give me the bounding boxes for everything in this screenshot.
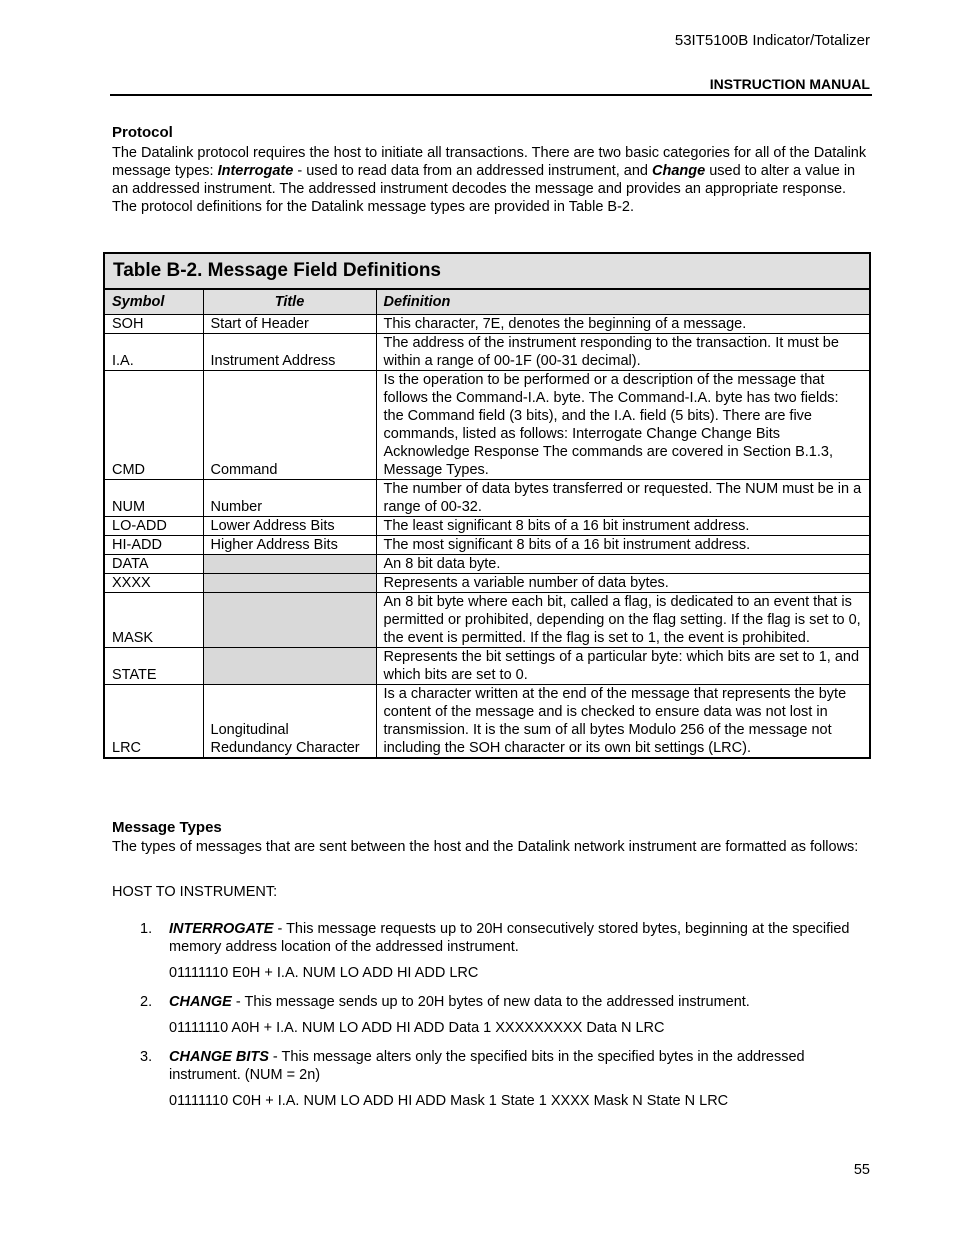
protocol-paragraph xyxy=(112,144,872,216)
symbol-cell: I.A. xyxy=(104,334,203,371)
table-row xyxy=(104,574,870,593)
list-item-change xyxy=(140,993,870,1011)
list-text: - This message requests up to 20H consecutively stored bytes, beginning at the specified memory address location of the addressed instrument. xyxy=(169,921,850,955)
table-row xyxy=(104,315,870,334)
document-title: 53IT5100B Indicator/Totalizer xyxy=(674,32,870,49)
protocol-text-2: - used to read data from an addressed instrument, and xyxy=(293,163,653,179)
change-bits-format: 01111110 C0H + I.A. NUM LO ADD HI ADD Mask 1 State 1 XXXX Mask N State N LRC xyxy=(169,1093,729,1109)
title-cell: Number xyxy=(203,480,376,517)
definition-cell: The number of data bytes transferred or requested. The NUM must be in a range of 00-32. xyxy=(376,480,870,517)
symbol-cell: LRC xyxy=(104,685,203,759)
symbol-cell: CMD xyxy=(104,371,203,480)
list-item-change-bits xyxy=(140,1048,870,1084)
title-cell: Longitudinal Redundancy Character xyxy=(203,685,376,759)
symbol-cell: MASK xyxy=(104,593,203,648)
list-number: 3. xyxy=(140,1049,153,1065)
page-number: 55 xyxy=(853,1162,870,1178)
list-text: - This message sends up to 20H bytes of new data to the addressed instrument. xyxy=(231,994,750,1010)
table-row xyxy=(104,334,870,371)
title-cell: Command xyxy=(203,371,376,480)
title-cell xyxy=(203,648,376,685)
column-header-symbol: Symbol xyxy=(104,289,203,315)
change-format: 01111110 A0H + I.A. NUM LO ADD HI ADD Data 1 XXXXXXXXX Data N LRC xyxy=(169,1020,665,1036)
symbol-cell: DATA xyxy=(104,555,203,574)
protocol-heading: Protocol xyxy=(112,124,173,141)
symbol-cell: HI-ADD xyxy=(104,536,203,555)
interrogate-format: 01111110 E0H + I.A. NUM LO ADD HI ADD LRC xyxy=(169,965,479,981)
title-cell: Instrument Address xyxy=(203,334,376,371)
table-row xyxy=(104,555,870,574)
definition-cell: The least significant 8 bits of a 16 bit instrument address. xyxy=(376,517,870,536)
table-row xyxy=(104,517,870,536)
column-header-title: Title xyxy=(203,289,376,315)
symbol-cell: SOH xyxy=(104,315,203,334)
definition-cell: Is the operation to be performed or a description of the message that follows the Command-I.A. byte. The Command-I.A. byte has two fields: the Command field (3 bits), and the I.A. field (5 bits). There are five commands, listed as follows: Interrogate Change Change Bits Acknowledge Response The commands are covered in Section B.1.3, Message Types. xyxy=(376,371,870,480)
protocol-text-3: used to alter a value in an addressed instrument. The addressed instrument decodes the message and provides an appropriate response. The protocol definitions for the Datalink message types are provided in Table B-2. xyxy=(112,163,856,215)
table-row xyxy=(104,648,870,685)
list-text: - This message alters only the specified bits in the specified bytes in the addressed instrument. (NUM = 2n) xyxy=(169,1049,805,1083)
host-to-instrument-label: HOST TO INSTRUMENT: xyxy=(112,884,278,900)
list-number: 1. xyxy=(140,921,153,937)
list-number: 2. xyxy=(140,994,153,1010)
symbol-cell: NUM xyxy=(104,480,203,517)
title-cell xyxy=(203,593,376,648)
header-divider xyxy=(110,94,872,96)
definition-cell: Represents a variable number of data bytes. xyxy=(376,574,870,593)
title-cell: Higher Address Bits xyxy=(203,536,376,555)
title-cell xyxy=(203,574,376,593)
list-keyword: CHANGE BITS xyxy=(169,1049,269,1065)
table-caption: Table B-2. Message Field Definitions xyxy=(104,253,870,289)
list-keyword: INTERROGATE xyxy=(169,921,274,937)
interrogate-keyword: Interrogate xyxy=(217,163,294,179)
definition-cell: An 8 bit byte where each bit, called a flag, is dedicated to an event that is permitted or prohibited, depending on the flag setting. If the flag is set to 0, the event is permitted. If the flag is set to 1, the event is prohibited. xyxy=(376,593,870,648)
table-row xyxy=(104,536,870,555)
protocol-text-1: The Datalink protocol requires the host to initiate all transactions. There are two basic categories for all of the Datalink message types: xyxy=(112,145,867,179)
definition-cell: Represents the bit settings of a particular byte: which bits are set to 1, and which bits are set to 0. xyxy=(376,648,870,685)
table-row xyxy=(104,480,870,517)
symbol-cell: XXXX xyxy=(104,574,203,593)
message-field-table xyxy=(103,252,871,759)
change-keyword: Change xyxy=(652,163,706,179)
table-row xyxy=(104,685,870,759)
message-types-heading: Message Types xyxy=(112,819,222,836)
column-header-definition: Definition xyxy=(376,289,870,315)
table-body xyxy=(104,315,870,759)
definition-cell: Is a character written at the end of the message that represents the byte content of the message and is checked to ensure data was not lost in transmission. It is the sum of all bytes Modulo 256 of the message not including the SOH character or its own bit settings (LRC). xyxy=(376,685,870,759)
definition-cell: This character, 7E, denotes the beginning of a message. xyxy=(376,315,870,334)
list-keyword: CHANGE xyxy=(169,994,232,1010)
title-cell xyxy=(203,555,376,574)
symbol-cell: LO-ADD xyxy=(104,517,203,536)
title-cell: Start of Header xyxy=(203,315,376,334)
list-item-interrogate xyxy=(140,920,870,956)
manual-label: INSTRUCTION MANUAL xyxy=(709,76,870,92)
table-row xyxy=(104,371,870,480)
message-types-intro: The types of messages that are sent between the host and the Datalink network instrument are formatted as follows: xyxy=(112,839,859,855)
title-cell: Lower Address Bits xyxy=(203,517,376,536)
table-row xyxy=(104,593,870,648)
definition-cell: The most significant 8 bits of a 16 bit instrument address. xyxy=(376,536,870,555)
definition-cell: The address of the instrument responding to the transaction. It must be within a range of 00-1F (00-31 decimal). xyxy=(376,334,870,371)
definition-cell: An 8 bit data byte. xyxy=(376,555,870,574)
symbol-cell: STATE xyxy=(104,648,203,685)
